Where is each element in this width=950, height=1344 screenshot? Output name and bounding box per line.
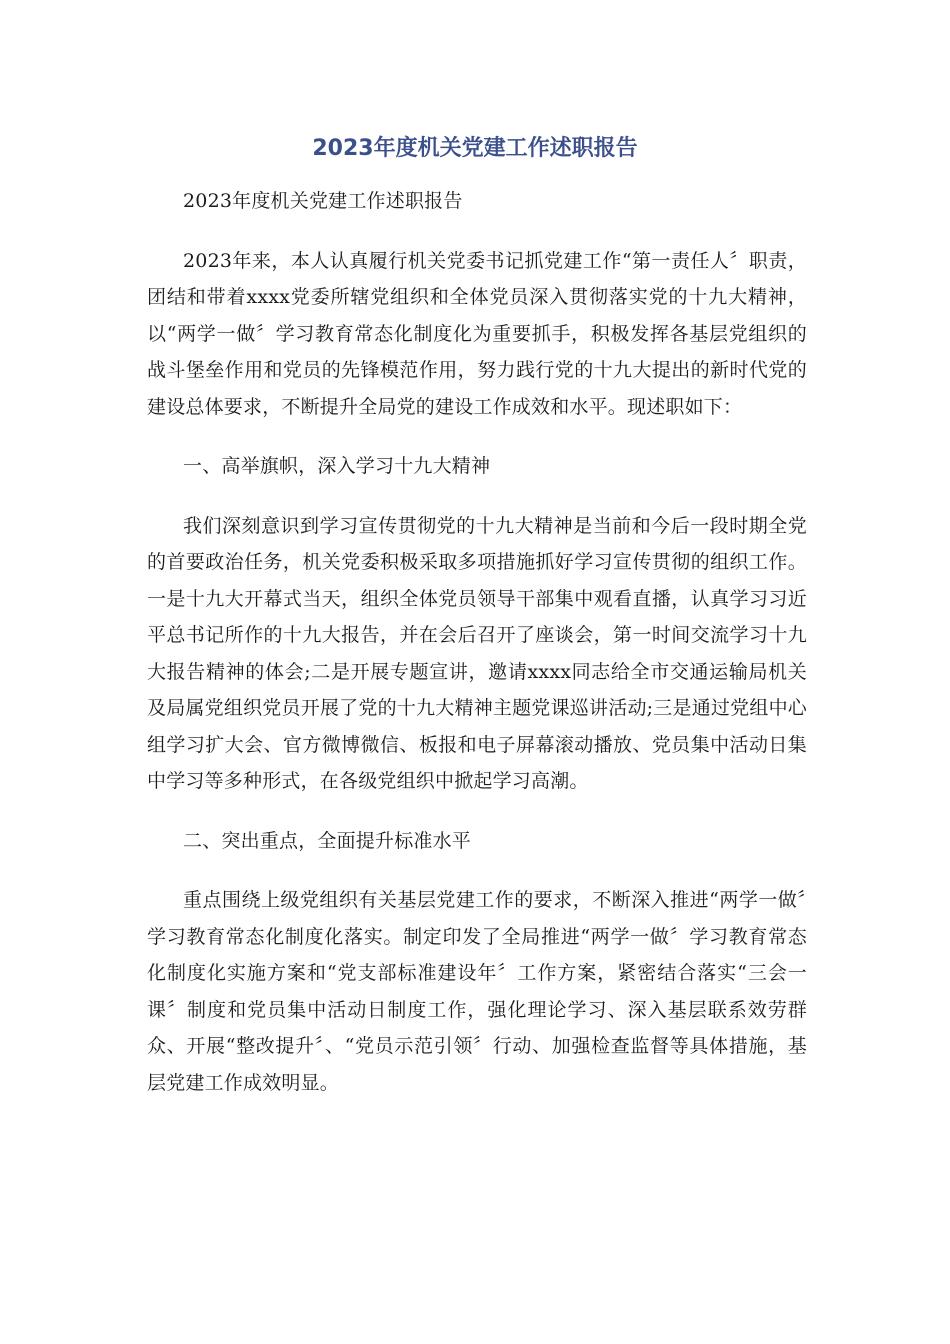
paragraph-section-1: 我们深刻意识到学习宣传贯彻党的十九大精神是当前和今后一段时期全党的首要政治任务，机关党委积极采取多项措施抓好学习宣传贯彻的组织工作。一是十九大开幕式当天，组织全体党员领导干部集中观看直播，认真学习习近平总书记所作的十九大报告，并在会后召开了座谈会，第一时间交流学习十九大报告精神的体会;二是开展专题宣讲，邀请xxxx同志给全市交通运输局机关及局属党组织党员开展了党的十九大精神主题党课巡讲活动;三是通过党组中心组学习扩大会、官方微博微信、板报和电子屏幕滚动播放、党员集中活动日集中学习等多种形式，在各级党组织中掀起学习高潮。 <box>147 514 807 792</box>
paragraph-section-2: 重点围绕上级党组织有关基层党建工作的要求，不断深入推进“两学一做〞学习教育常态化制度化落实。制定印发了全局推进“两学一做〞学习教育常态化制度化实施方案和“党支部标准建设年〞工作方案，紧密结合落实“三会一课〞制度和党员集中活动日制度工作，强化理论学习、深入基层联系效劳群众、开展“整改提升〞、“党员示范引领〞行动、加强检查监督等具体措施，基层党建工作成效明显。 <box>147 889 807 1094</box>
document-title: 2023年度机关党建工作述职报告 <box>312 136 638 161</box>
paragraph-intro: 2023年来，本人认真履行机关党委书记抓党建工作“第一责任人〞职责，团结和带着xxxx党委所辖党组织和全体党员深入贯彻落实党的十九大精神，以“两学一做〞学习教育常态化制度化为重要抓手，积极发挥各基层党组织的战斗堡垒作用和党员的先锋模范作用，努力践行党的十九大提出的新时代党的建设总体要求，不断提升全局党的建设工作成效和水平。现述职如下： <box>147 249 807 418</box>
document-body <box>147 183 807 1124</box>
section-heading-1: 一、高举旗帜，深入学习十九大精神 <box>183 455 491 477</box>
paragraph-subtitle: 2023年度机关党建工作述职报告 <box>183 190 463 212</box>
section-heading-2: 二、突出重点，全面提升标准水平 <box>183 829 472 852</box>
